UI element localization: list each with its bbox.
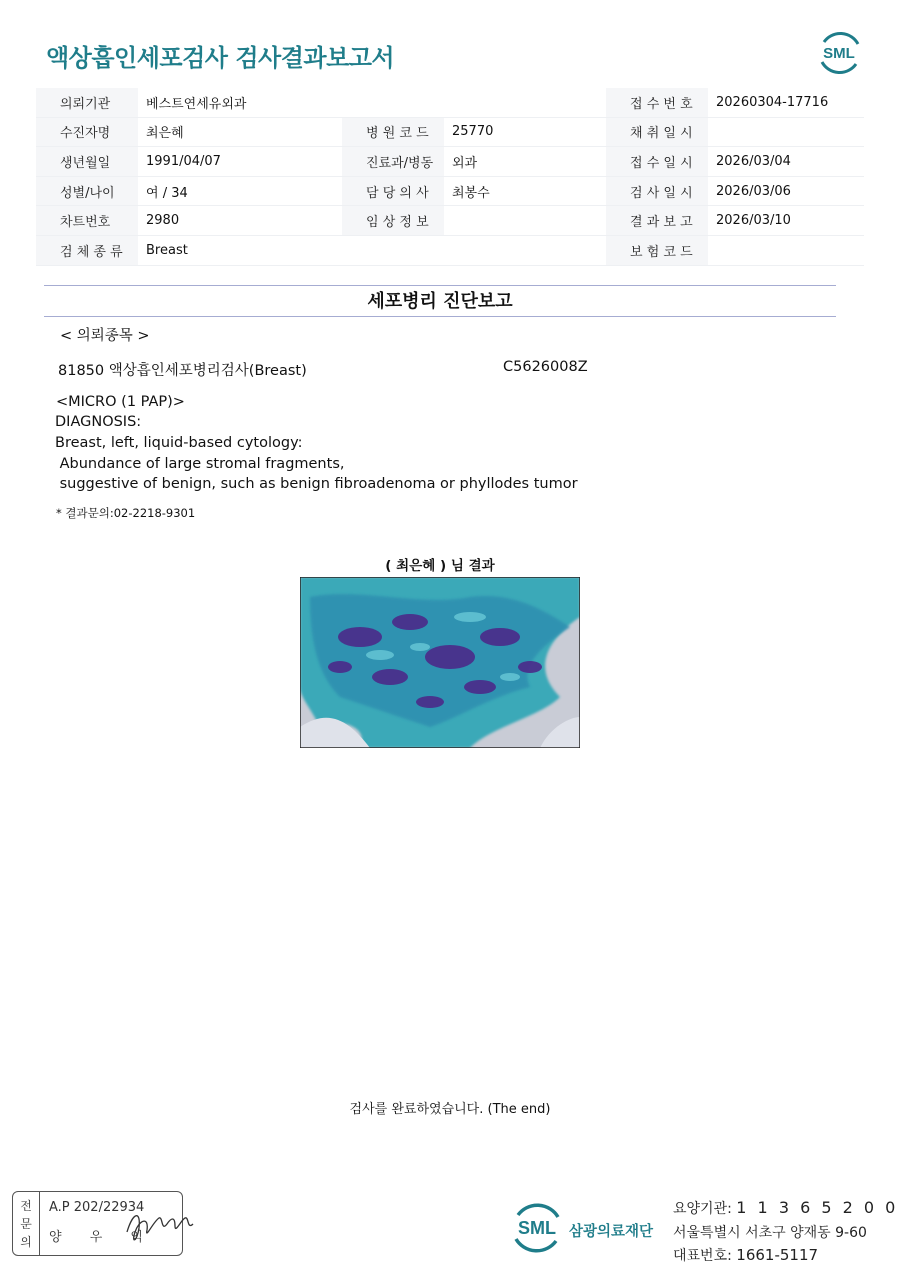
info-value: 20260304-17716 xyxy=(708,88,864,117)
info-value: 외과 xyxy=(444,147,606,177)
info-row xyxy=(36,147,864,177)
info-label xyxy=(342,88,444,117)
info-row xyxy=(36,176,864,206)
info-value xyxy=(708,235,864,265)
info-label: 결 과 보 고 xyxy=(606,206,708,236)
info-label: 접 수 일 시 xyxy=(606,147,708,177)
info-value xyxy=(444,235,606,265)
info-label: 보 험 코 드 xyxy=(606,235,708,265)
section-title: 세포병리 진단보고 xyxy=(367,291,513,312)
end-of-report-text: 검사를 완료하였습니다. (The end) xyxy=(349,1102,551,1117)
phone-value: 1661-5117 xyxy=(736,1246,819,1264)
info-row xyxy=(36,206,864,236)
micro-label: <MICRO (1 PAP)> xyxy=(56,394,185,410)
pathologist-name: 양 우 익 xyxy=(49,1230,155,1245)
sml-footer-logo-icon xyxy=(508,1199,566,1255)
info-label: 임 상 정 보 xyxy=(342,206,444,236)
info-value xyxy=(708,117,864,147)
info-value: 1991/04/07 xyxy=(138,147,342,177)
info-label: 생년월일 xyxy=(36,147,138,177)
info-value xyxy=(444,88,606,117)
section-top-rule xyxy=(44,285,836,286)
signature-icon xyxy=(123,1202,195,1248)
request-header: < 의뢰종목 > xyxy=(60,328,150,344)
info-label: 접 수 번 호 xyxy=(606,88,708,117)
diagnosis-label: DIAGNOSIS: xyxy=(55,414,142,430)
phone xyxy=(673,1245,818,1265)
info-value xyxy=(444,206,606,236)
info-label: 채 취 일 시 xyxy=(606,117,708,147)
cytology-micrograph-image xyxy=(300,577,580,748)
stamp-char: 의 xyxy=(20,1234,32,1249)
info-value: 최은혜 xyxy=(138,117,342,147)
info-value: Breast xyxy=(138,235,342,265)
contact-info: * 결과문의:02-2218-9301 xyxy=(56,506,196,520)
info-value: 베스트연세유외과 xyxy=(138,88,342,117)
info-label: 수진자명 xyxy=(36,117,138,147)
info-label: 차트번호 xyxy=(36,206,138,236)
info-value: 최봉수 xyxy=(444,176,606,206)
stamp-side-label xyxy=(13,1192,40,1255)
sml-logo-text: SML xyxy=(823,45,855,62)
institution-code-label: 요양기관: xyxy=(673,1201,732,1217)
info-value: 2026/03/06 xyxy=(708,176,864,206)
ap-number: A.P 202/22934 xyxy=(49,1200,145,1215)
institution-code xyxy=(673,1198,898,1218)
info-label: 성별/나이 xyxy=(36,176,138,206)
info-label: 진료과/병동 xyxy=(342,147,444,177)
stamp-char: 전 xyxy=(20,1198,32,1213)
patient-info-table xyxy=(36,88,864,266)
diagnosis-line-2: Abundance of large stromal fragments, xyxy=(55,456,345,472)
foundation-name: 삼광의료재단 xyxy=(569,1224,654,1240)
sml-footer-logo-text: SML xyxy=(518,1218,556,1238)
pathologist-stamp xyxy=(12,1191,183,1256)
info-value: 2980 xyxy=(138,206,342,236)
info-value: 2026/03/10 xyxy=(708,206,864,236)
test-name: 81850 액상흡인세포병리검사(Breast) xyxy=(58,363,307,379)
info-label xyxy=(342,235,444,265)
info-label: 담 당 의 사 xyxy=(342,176,444,206)
test-code: C5626008Z xyxy=(503,359,588,375)
result-caption: ( 최은혜 ) 님 결과 xyxy=(385,558,495,574)
sml-logo-icon xyxy=(814,28,864,76)
info-label: 병 원 코 드 xyxy=(342,117,444,147)
stamp-char: 문 xyxy=(20,1216,32,1231)
info-value: 여 / 34 xyxy=(138,176,342,206)
info-row xyxy=(36,235,864,265)
report-title: 액상흡인세포검사 검사결과보고서 xyxy=(46,44,395,72)
info-value: 25770 xyxy=(444,117,606,147)
diagnosis-line-3: suggestive of benign, such as benign fibroadenoma or phyllodes tumor xyxy=(55,476,578,492)
diagnosis-line-1: Breast, left, liquid-based cytology: xyxy=(55,435,303,451)
address: 서울특별시 서초구 양재동 9-60 xyxy=(673,1225,867,1241)
info-label: 검 사 일 시 xyxy=(606,176,708,206)
info-value: 2026/03/04 xyxy=(708,147,864,177)
info-row xyxy=(36,88,864,117)
info-row xyxy=(36,117,864,147)
section-bottom-rule xyxy=(44,316,836,317)
phone-label: 대표번호: xyxy=(673,1248,732,1264)
info-label: 검 체 종 류 xyxy=(36,235,138,265)
info-label: 의뢰기관 xyxy=(36,88,138,117)
institution-code-value: 1 1 3 6 5 2 0 0 xyxy=(736,1198,899,1217)
